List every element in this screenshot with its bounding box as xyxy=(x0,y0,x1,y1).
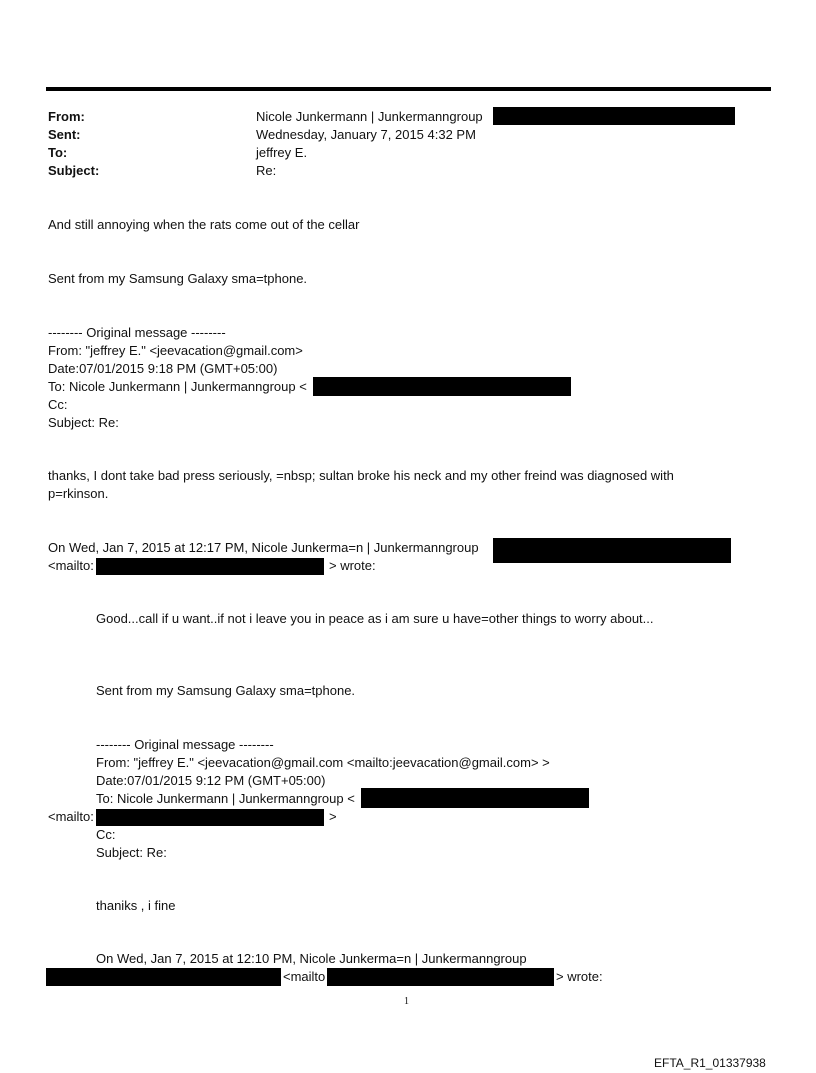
document-id: EFTA_R1_01337938 xyxy=(654,1056,766,1070)
redaction-box xyxy=(96,809,324,826)
subject-value: Re: xyxy=(256,163,277,178)
sent-from-line: Sent from my Samsung Galaxy sma=tphone. xyxy=(96,683,356,698)
sent-value: Wednesday, January 7, 2015 4:32 PM xyxy=(256,127,476,142)
redaction-box xyxy=(46,968,281,986)
wrote-suffix: > wrote: xyxy=(556,969,603,984)
to-label: To: xyxy=(48,145,68,160)
original-subject: Subject: Re: xyxy=(96,845,167,860)
mailto-suffix: > xyxy=(329,809,337,824)
reply-line: p=rkinson. xyxy=(48,486,109,501)
redaction-box xyxy=(313,377,571,396)
subject-label: Subject: xyxy=(48,163,100,178)
original-message-divider: -------- Original message -------- xyxy=(48,325,226,340)
body-line: And still annoying when the rats come out of the cellar xyxy=(48,217,360,232)
redaction-box xyxy=(96,558,324,575)
original-from: From: "jeffrey E." <jeevacation@gmail.com <mailto:jeevacation@gmail.com> > xyxy=(96,755,550,770)
original-date: Date:07/01/2015 9:18 PM (GMT+05:00) xyxy=(48,361,278,376)
reply-line: thaniks , i fine xyxy=(96,898,176,913)
quoted-line: Good...call if u want..if not i leave you in peace as i am sure u have=other things to worry about... xyxy=(96,611,654,626)
header-rule xyxy=(46,87,771,91)
to-value: jeffrey E. xyxy=(256,145,308,160)
from-value: Nicole Junkermann | Junkermanngroup xyxy=(256,109,483,124)
original-subject: Subject: Re: xyxy=(48,415,119,430)
mailto-prefix: <mailto: xyxy=(48,558,94,573)
from-label: From: xyxy=(48,109,85,124)
original-to: To: Nicole Junkermann | Junkermanngroup < xyxy=(48,379,307,394)
redaction-box xyxy=(493,538,731,563)
original-from: From: "jeffrey E." <jeevacation@gmail.com> xyxy=(48,343,303,358)
mailto-prefix: <mailto xyxy=(283,969,326,984)
original-date: Date:07/01/2015 9:12 PM (GMT+05:00) xyxy=(96,773,326,788)
original-cc: Cc: xyxy=(48,397,68,412)
quote-header: On Wed, Jan 7, 2015 at 12:17 PM, Nicole Junkerma=n | Junkermanngroup xyxy=(48,540,479,555)
redaction-box xyxy=(327,968,554,986)
page-number: 1 xyxy=(404,996,409,1007)
redaction-box xyxy=(361,788,589,808)
original-cc: Cc: xyxy=(96,827,116,842)
mailto-prefix: <mailto: xyxy=(48,809,94,824)
quote-header: On Wed, Jan 7, 2015 at 12:10 PM, Nicole Junkerma=n | Junkermanngroup xyxy=(96,951,527,966)
redaction-box xyxy=(493,107,735,125)
original-to: To: Nicole Junkermann | Junkermanngroup < xyxy=(96,791,355,806)
original-message-divider: -------- Original message -------- xyxy=(96,737,274,752)
reply-line: thanks, I dont take bad press seriously, =nbsp; sultan broke his neck and my other freind was diagnosed with xyxy=(48,468,674,483)
sent-label: Sent: xyxy=(48,127,81,142)
sent-from-line: Sent from my Samsung Galaxy sma=tphone. xyxy=(48,271,308,286)
wrote-suffix: > wrote: xyxy=(329,558,376,573)
